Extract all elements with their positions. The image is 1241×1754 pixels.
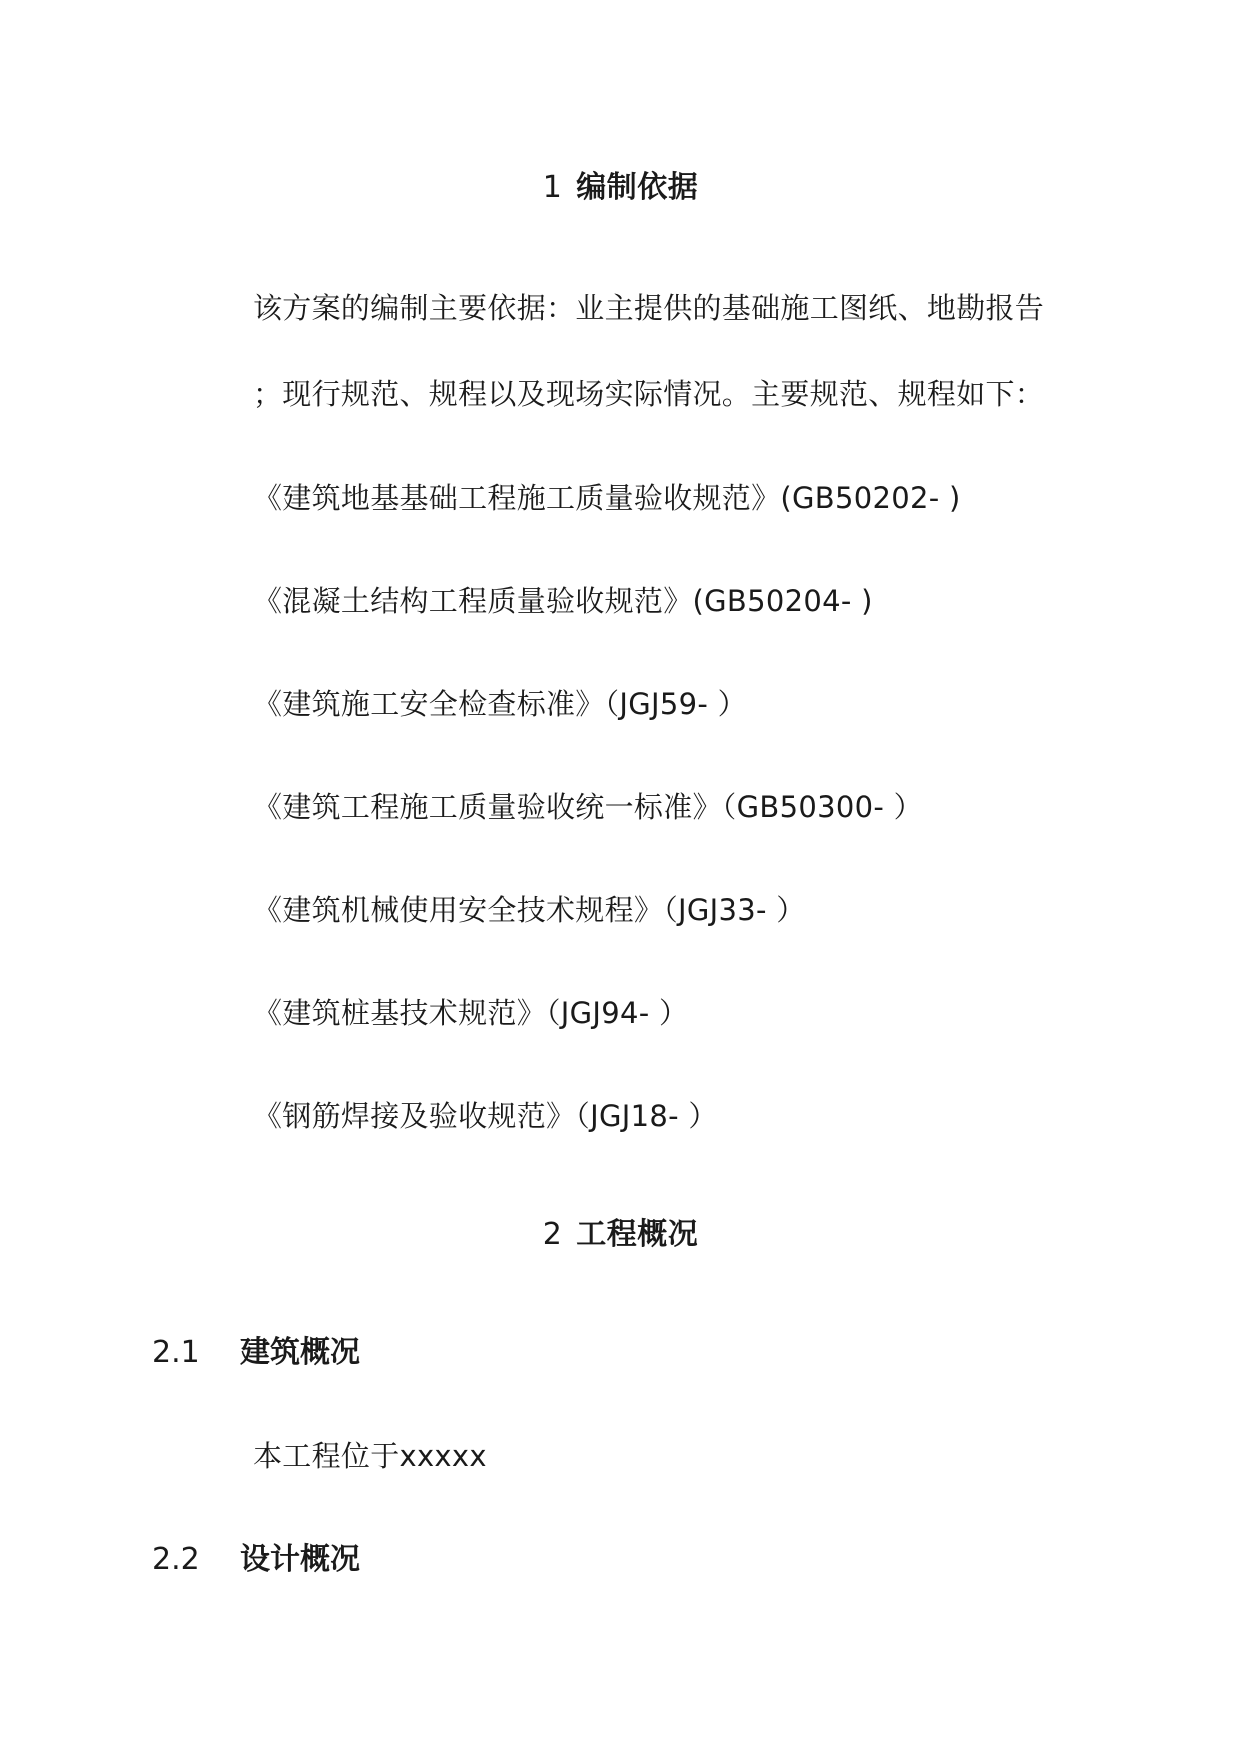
reference-item: 《建筑工程施工质量验收统一标准》（GB50300- ）: [253, 790, 923, 824]
section-heading-2: [0, 1215, 1241, 1255]
section-title: 工程概况: [576, 1217, 699, 1252]
reference-item: 《建筑施工安全检查标准》（JGJ59- ）: [253, 687, 747, 721]
reference-item: 《建筑机械使用安全技术规程》（JGJ33- ）: [253, 893, 806, 927]
reference-item: 《建筑桩基技术规范》（JGJ94- ）: [253, 996, 689, 1030]
reference-item: 《混凝土结构工程质量验收规范》(GB50204- ): [253, 584, 873, 618]
paragraph-line: ；现行规范、规程以及现场实际情况。主要规范、规程如下：: [253, 377, 1045, 411]
reference-item: 《钢筋焊接及验收规范》（JGJ18- ）: [253, 1099, 718, 1133]
subsection-number: 2.1: [152, 1335, 200, 1370]
section-title: 编制依据: [576, 170, 699, 205]
subsection-title: 建筑概况: [240, 1335, 360, 1370]
subsection-title: 设计概况: [240, 1542, 360, 1577]
section-number: 1: [542, 170, 563, 205]
section-heading-1: [0, 168, 1241, 208]
section-number: 2: [542, 1217, 563, 1252]
subsection-heading-2-2: [152, 1540, 360, 1580]
paragraph-line: 本工程位于xxxxx: [253, 1439, 487, 1473]
paragraph-line: 该方案的编制主要依据：业主提供的基础施工图纸、地勘报告: [253, 291, 1045, 325]
subsection-number: 2.2: [152, 1542, 200, 1577]
reference-item: 《建筑地基基础工程施工质量验收规范》(GB50202- ): [253, 481, 961, 515]
subsection-heading-2-1: [152, 1333, 360, 1373]
